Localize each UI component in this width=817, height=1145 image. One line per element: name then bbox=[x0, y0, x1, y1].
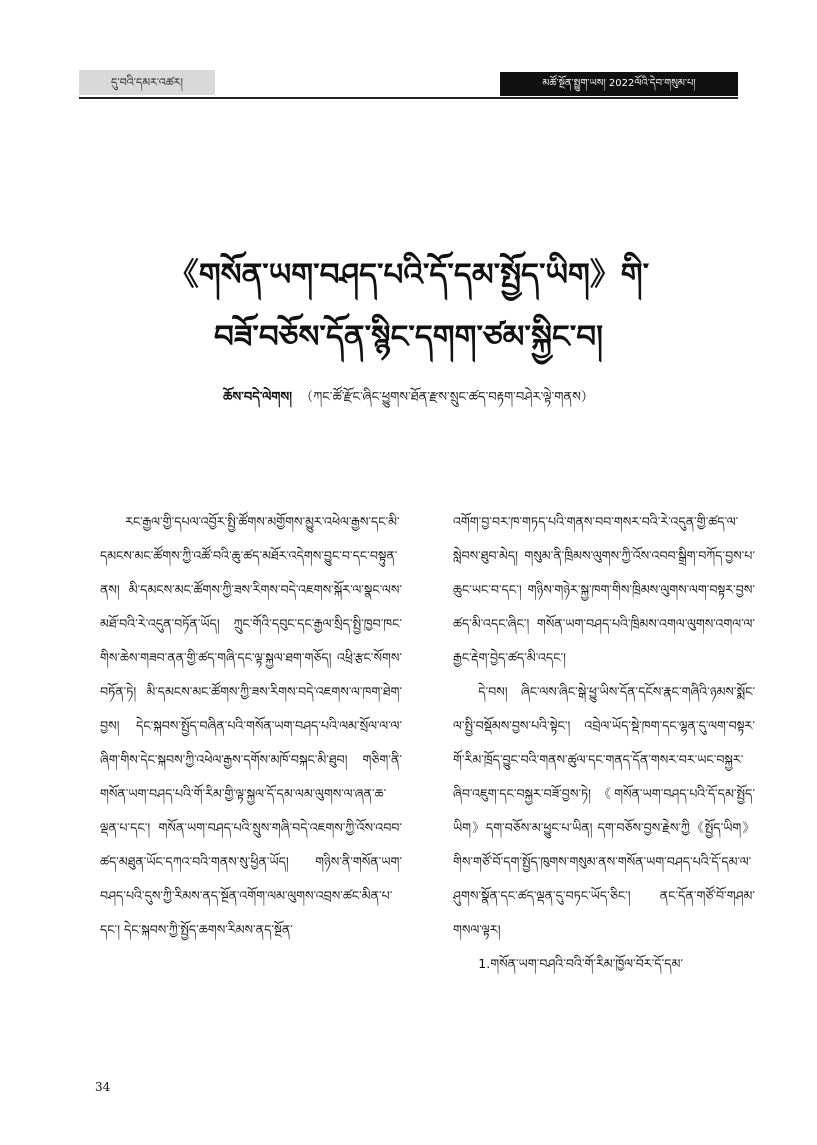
paragraph: འགོག་བྱ་བར་ཁ་གཏད་པའི་གནས་བབ་གསར་བའི་རེ་འདུན་གྱི་ཚད་ལ་སླེབས་ཐུབ་མེད། གསུམ་ནི་ཁྲིམས་ལུགས་ཀྱི་འོས་འབབ་སྒྲིག་བཀོད་བྱས་པ་ཆུང་ཡང་བ་དང་། གཉིས་གཉེར་སྐྱ་ཁག་གིས་ཁྲིམས་ལུགས་ལག་བསྟར་བྱས་ཚད་མི་འདང་ཞིང་། གསོན་ཡག་བཤད་པའི་ཁྲིམས་འགལ་ལུགས་འགལ་ལ་རྒྱང་རྡེག་བྱེད་ཚད་མི་འདང་། bbox=[453, 514, 755, 665]
author-affiliation: （ཀང་ཚོ་རྫོང་ཞིང་ཕྱུགས་ཐོན་རྫས་སྲུང་ཚད་བརྟག་བཤེར་ལྟེ་གནས） bbox=[300, 390, 594, 405]
section-heading: 1.གསོན་ཡག་བཤའི་བའི་གོ་རིམ་ཁྱོལ་བོར་དོ་དམ་ bbox=[478, 956, 683, 971]
author-name: ཆོས་བདེ་ལེགས། bbox=[223, 390, 293, 405]
paragraph: དེ་བས། ཞིང་ལས་ཞིང་སྒེ་ཕྱུ་ཡིས་དོན་དངོས་རྣང་གཞིའི་ཉམས་སྨོང་ལ་སྤྱི་བསྡོམས་བྱས་པའི་སྟེང་། འབྲེལ་ཡོད་སྡེ་ཁག་དང་ལྷན་དུ་ལག་བསྟར་གོ་རིམ་ཁྲོད་བྱུང་བའི་གནས་ཚུལ་དང་གནད་དོན་གསར་བར་ཡང་བསྐྱར་ཞིབ་འཇུག་དང་བསྐྱར་བཟོ་བྱས་ཏེ། 《གསོན་ཡག་བཤད་པའི་དོ་དམ་སྤྱོད་ཡིག》དག་བཅོས་མ་ཕྱུང་པ་ཡིན། དག་བཅོས་བྱས་རྗེས་ཀྱི《སྤྱོད་ཡིག》གིས་གཙོ་བོ་དག་སྤྱོད་ཁུགས་གསུམ་ནས་གསོན་ཡག་བཤད་པའི་དོ་དམ་ལ་ཤུགས་སྣོན་དང་ཚད་ལྡན་དུ་བཏང་ཡོད་ཅིང་། ནང་དོན་གཙོ་བོ་གཤམ་གསལ་ལྟར། bbox=[453, 684, 755, 937]
header-rule bbox=[79, 97, 738, 99]
journal-issue-banner: མཚོ་སྔོན་སྤྱུག་ཡས། 2022ལོའི་དེབ་གསུམ་པ། bbox=[500, 72, 738, 96]
page-number: 34 bbox=[95, 1080, 111, 1094]
journal-section-tag: དུ་བའི་དམར་འཚར། bbox=[79, 70, 215, 95]
author-line bbox=[60, 382, 757, 419]
body-column-right bbox=[453, 505, 755, 981]
article-title-line-1: 《གསོན་ཡག་བཤད་པའི་དོ་དམ་སྤྱོད་ཡིག》གི་ bbox=[167, 257, 650, 293]
body-column-left bbox=[100, 505, 402, 947]
article-title-line-2: བཟོ་བཅོས་དོན་སྙིང་དགག་ཙམ་སྐྱིང་བ། bbox=[213, 319, 604, 355]
paragraph: རང་རྒྱལ་གྱི་དཔལ་འབྱོར་སྤྱི་ཚོགས་མགྱོགས་མྱུར་འཕེལ་རྒྱས་དང་མི་དམངས་མང་ཚོགས་ཀྱི་འཚོ་བའི་ཆུ་ཚད་མཐོར་འདེགས་བྱུང་བ་དང་བསྟུན་ནས། མི་དམངས་མང་ཚོགས་ཀྱི་ཟས་རིགས་བདེ་འཇགས་སྐོར་ལ་སྣང་ལས་མཐོ་བའི་རེ་འདུན་བཏོན་ཡོད། ཀྲུང་གོའི་དབུང་དང་རྒྱལ་སྲིད་སྤྱི་ཁྱབ་ཁང་གིས་ཆེས་གཟབ་ནན་གྱི་ཚད་གཞི་དང་ལྟ་སྐྱལ་ཐག་གཅོད། འཕྲི་རྩང་སོགས་བཏོན་ཏེ། མི་དམངས་མང་ཚོགས་ཀྱི་ཟས་རིགས་བདེ་འཇགས་ལ་ཁག་ཐེག་བྱས། དེང་སྐབས་སྤྱོད་བཞིན་པའི་གསོན་ཡག་བཤད་པའི་ལམ་སྲོལ་ལ་ལ་ཞིག་གིས་དེང་སྐབས་ཀྱི་འཕེལ་རྒྱས་དགོས་མཁོ་བསྐང་མི་ཐུབ། གཅིག་ནི་གསོན་ཡག་བཤད་པའི་གོ་རིམ་གྱི་ལྟ་སྐྱལ་དོ་དམ་ལམ་ལུགས་ལ་ཞན་ཆ་ལྡན་པ་དང་། གསོན་ཡག་བཤད་པའི་སྲུས་གཞི་བདེ་འཇགས་ཀྱི་འོས་འབབ་ཚད་མཐུན་ཡོང་དཀའ་བའི་གནས་སུ་ཕྱིན་ཡོད། གཉིས་ནི་གསོན་ཡག་བཤད་པའི་དུས་ཀྱི་རིམས་ནད་སྔོན་འགོག་ལམ་ལུགས་འབྲས་ཚང་མིན་པ་དང་། དེང་སྐབས་ཀྱི་སྤྱོད་ཆགས་རིམས་ནད་སྔོན་ bbox=[100, 514, 402, 937]
